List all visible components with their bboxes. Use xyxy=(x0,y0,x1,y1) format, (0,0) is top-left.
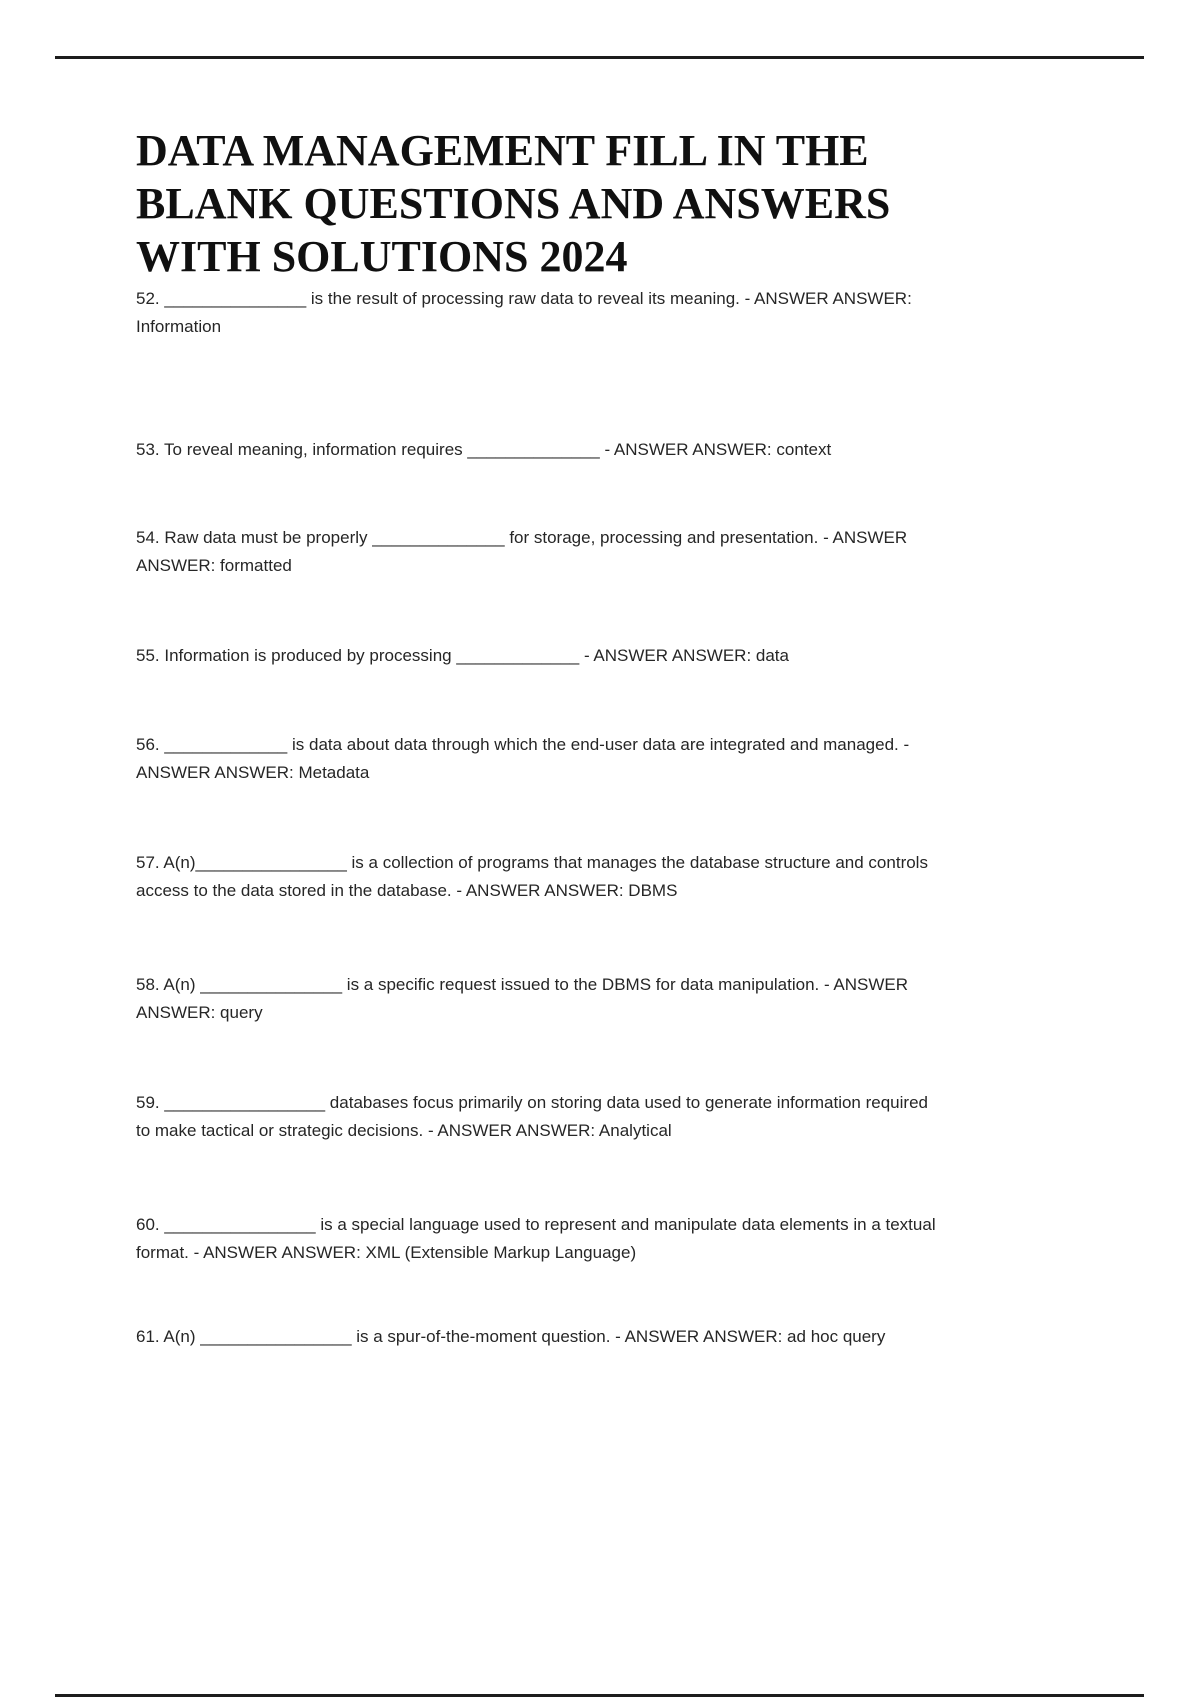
question-55-line-1: 55. Information is produced by processing _____________ - ANSWER ANSWER: data xyxy=(136,646,789,665)
document-title-line-2: BLANK QUESTIONS AND ANSWERS xyxy=(136,179,891,228)
question-54-line-1: 54. Raw data must be properly ______________ for storage, processing and presentation. - ANSWER xyxy=(136,528,908,547)
question-57-line-1: 57. A(n)________________ is a collection of programs that manages the database structure and controls xyxy=(136,853,928,872)
top-horizontal-rule xyxy=(55,56,1144,59)
question-58-line-2: ANSWER: query xyxy=(136,1002,263,1022)
question-block-57 xyxy=(136,849,928,904)
question-block-58 xyxy=(136,971,908,1026)
document-title-line-3: WITH SOLUTIONS 2024 xyxy=(136,232,628,281)
question-block-52 xyxy=(136,285,912,340)
question-59-line-1: 59. _________________ databases focus primarily on storing data used to generate information required xyxy=(136,1093,928,1112)
question-52-line-1: 52. _______________ is the result of processing raw data to reveal its meaning. - ANSWER ANSWER: xyxy=(136,289,912,308)
question-block-53 xyxy=(136,436,831,464)
question-54-line-2: ANSWER: formatted xyxy=(136,555,292,575)
question-56-line-1: 56. _____________ is data about data through which the end-user data are integrated and managed. - xyxy=(136,735,910,754)
question-53-line-1: 53. To reveal meaning, information requires ______________ - ANSWER ANSWER: context xyxy=(136,440,832,459)
question-59-line-2: to make tactical or strategic decisions. - ANSWER ANSWER: Analytical xyxy=(136,1120,672,1140)
question-60-line-2: format. - ANSWER ANSWER: XML (Extensible Markup Language) xyxy=(136,1242,637,1262)
question-block-56 xyxy=(136,731,909,786)
question-block-60 xyxy=(136,1211,936,1266)
question-block-61 xyxy=(136,1323,885,1351)
question-60-line-1: 60. ________________ is a special language used to represent and manipulate data elements in a textual xyxy=(136,1215,936,1234)
document-title xyxy=(136,124,890,283)
question-52-line-2: Information xyxy=(136,316,222,336)
question-56-line-2: ANSWER ANSWER: Metadata xyxy=(136,762,370,782)
question-block-55 xyxy=(136,642,789,670)
bottom-horizontal-rule xyxy=(55,1694,1144,1697)
question-block-54 xyxy=(136,524,907,579)
question-57-line-2: access to the data stored in the database. - ANSWER ANSWER: DBMS xyxy=(136,880,678,900)
document-title-line-1: DATA MANAGEMENT FILL IN THE xyxy=(136,126,869,175)
question-block-59 xyxy=(136,1089,928,1144)
question-61-line-1: 61. A(n) ________________ is a spur-of-the-moment question. - ANSWER ANSWER: ad hoc query xyxy=(136,1327,886,1346)
question-58-line-1: 58. A(n) _______________ is a specific request issued to the DBMS for data manipulation. - ANSWER xyxy=(136,975,909,994)
